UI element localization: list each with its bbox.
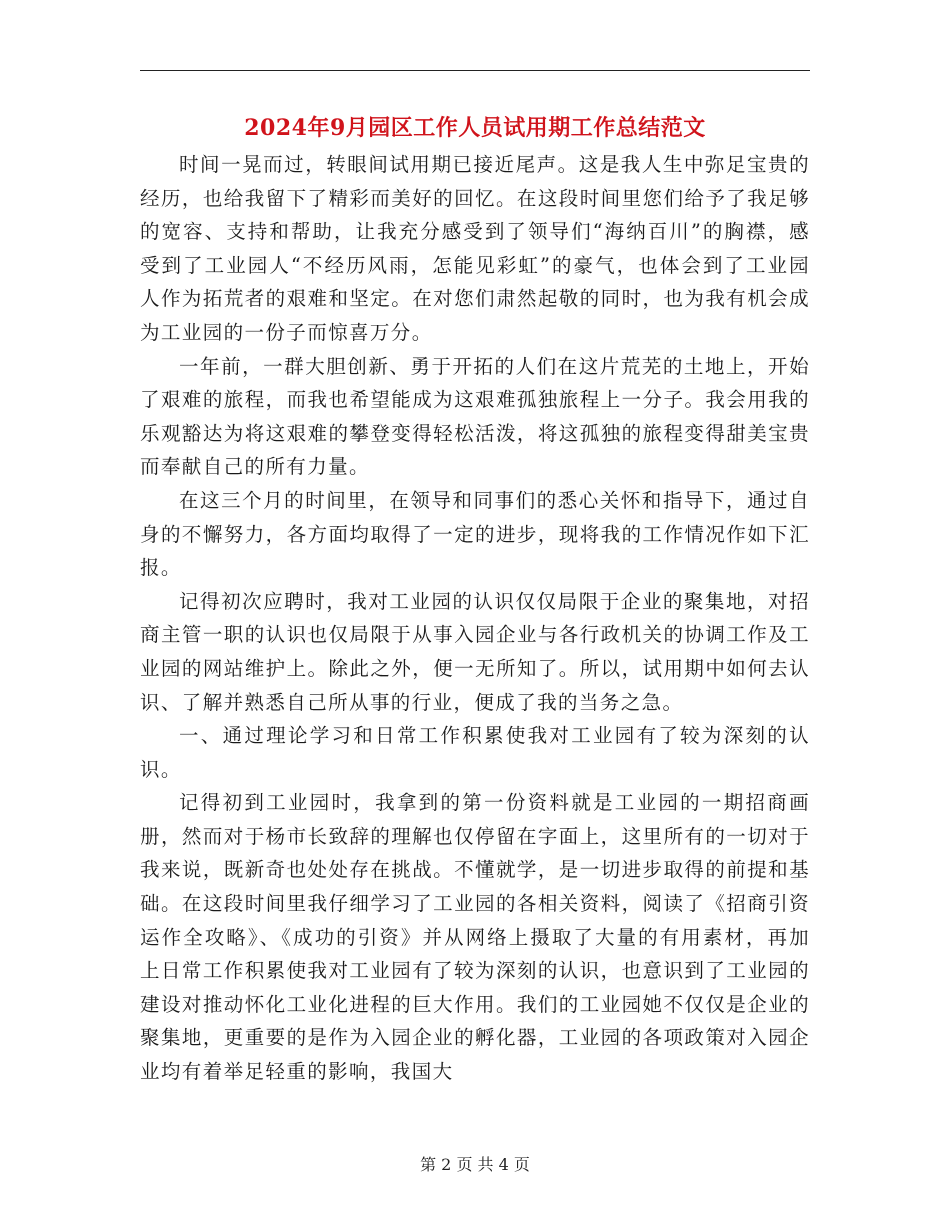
section-heading-1: 一、通过理论学习和日常工作积累使我对工业园有了较为深刻的认识。 bbox=[140, 724, 810, 781]
document-title: 2024年9月园区工作人员试用期工作总结范文 bbox=[244, 115, 706, 141]
document-body bbox=[140, 148, 810, 1089]
paragraph-4: 记得初次应聘时，我对工业园的认识仅仅局限于企业的聚集地，对招商主管一职的认识也仅局限于从事入园企业与各行政机关的协调工作及工业园的网站维护上。除此之外，便一无所知了。所以，试用期中如何去认识、了解并熟悉自己所从事的行业，便成了我的当务之急。 bbox=[140, 589, 810, 714]
paragraph-3: 在这三个月的时间里，在领导和同事们的悉心关怀和指导下，通过自身的不懈努力，各方面均取得了一定的进步，现将我的工作情况作如下汇报。 bbox=[140, 488, 810, 580]
header-rule bbox=[140, 70, 810, 71]
paragraph-5: 记得初到工业园时，我拿到的第一份资料就是工业园的一期招商画册，然而对于杨市长致辞的理解也仅停留在字面上，这里所有的一切对于我来说，既新奇也处处存在挑战。不懂就学，是一切进步取得的前提和基础。在这段时间里我仔细学习了工业园的各相关资料，阅读了《招商引资运作全攻略》、《成功的引资》并从网络上摄取了大量的有用素材，再加上日常工作积累使我对工业园有了较为深刻的认识，也意识到了工业园的建设对推动怀化工业化进程的巨大作用。我们的工业园她不仅仅是企业的聚集地，更重要的是作为入园企业的孵化器，工业园的各项政策对入园企业均有着举足轻重的影响，我国大 bbox=[140, 791, 810, 1084]
paragraph-2: 一年前，一群大胆创新、勇于开拓的人们在这片荒芜的土地上，开始了艰难的旅程，而我也希望能成为这艰难孤独旅程上一分子。我会用我的乐观豁达为将这艰难的攀登变得轻松活泼，将这孤独的旅程变得甜美宝贵而奉献自己的所有力量。 bbox=[140, 354, 810, 479]
paragraph-1: 时间一晃而过，转眼间试用期已接近尾声。这是我人生中弥足宝贵的经历，也给我留下了精彩而美好的回忆。在这段时间里您们给予了我足够的宽容、支持和帮助，让我充分感受到了领导们“海纳百川”的胸襟，感受到了工业园人“不经历风雨，怎能见彩虹”的豪气，也体会到了工业园人作为拓荒者的艰难和坚定。在对您们肃然起敬的同时，也为我有机会成为工业园的一份子而惊喜万分。 bbox=[140, 153, 810, 344]
page-footer: 第 2 页 共 4 页 bbox=[420, 1155, 530, 1174]
